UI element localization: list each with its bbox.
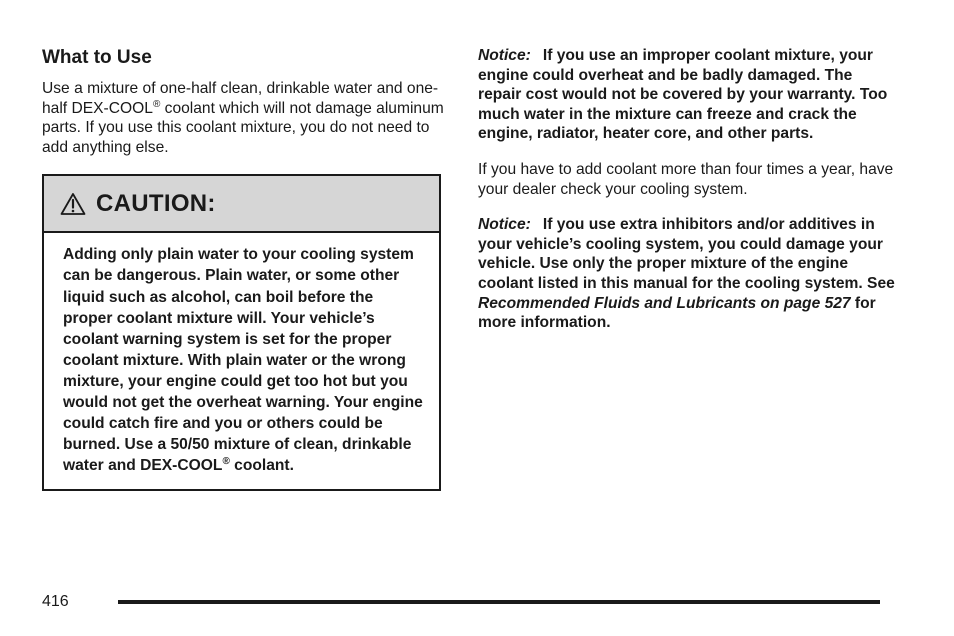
intro-text-part2: coolant which will not damage aluminum parts. If you use this coolant mixture, you do not need to add anything else. xyxy=(42,99,444,156)
caution-box xyxy=(42,174,441,491)
footer-rule xyxy=(118,600,880,604)
right-column xyxy=(478,46,898,333)
registered-mark: ® xyxy=(152,98,161,110)
caution-body xyxy=(44,233,439,489)
notice-tail: for more information. xyxy=(478,294,876,332)
notice-label: Notice: xyxy=(478,216,531,234)
intro-text-part1: Use a mixture of one-half clean, drinkable water and one-half DEX-COOL xyxy=(42,80,439,117)
caution-text-part2: coolant. xyxy=(229,457,294,475)
warning-triangle-icon xyxy=(60,192,86,216)
notice-text: If you use extra inhibitors and/or additives in your vehicle’s cooling system, you could damage your vehicle. Use only the proper mixture of the engine coolant listed in this manual for the cooling system. See xyxy=(478,216,895,292)
page-number: 416 xyxy=(42,593,69,610)
cross-reference-link[interactable]: Recommended Fluids and Lubricants on page 527 xyxy=(478,294,851,312)
notice-paragraph-1 xyxy=(478,46,898,144)
caution-title: CAUTION: xyxy=(96,189,216,217)
caution-text-part1: Adding only plain water to your cooling system can be dangerous. Plain water, or some other liquid such as alcohol, can boil before the proper coolant mixture will. Your vehicle’s coolant warning system is set for the proper coolant mixture. With plain water or the wrong mixture, your engine could get too hot but you would not get the overheat warning. Your engine could catch fire and you or others could be burned. Use a 50/50 mixture of clean, drinkable water and DEX-COOL xyxy=(63,246,423,475)
notice-paragraph-2 xyxy=(478,215,898,333)
section-heading: What to Use xyxy=(42,47,152,68)
caution-header xyxy=(44,176,439,233)
intro-paragraph xyxy=(42,79,447,157)
left-column xyxy=(42,46,447,491)
registered-mark: ® xyxy=(222,456,230,468)
notice-text: If you use an improper coolant mixture, your engine could overheat and be badly damaged. The repair cost would not be covered by your warranty. Too much water in the mixture can freeze and crack the engine, radiator, heater core, and other parts. xyxy=(478,47,888,143)
notice-label: Notice: xyxy=(478,47,531,64)
coolant-frequency-paragraph: If you have to add coolant more than four times a year, have your dealer check your cooling system. xyxy=(478,160,894,198)
